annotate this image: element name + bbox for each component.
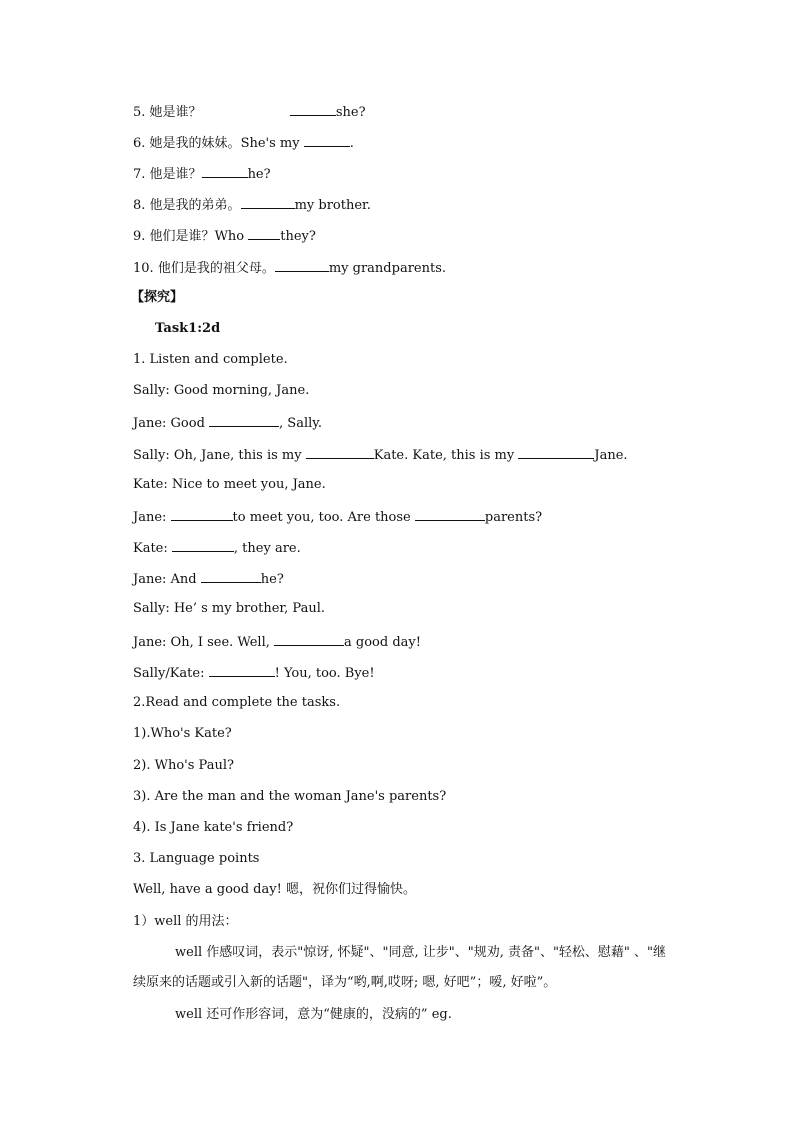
question-number: 10. bbox=[133, 261, 154, 276]
dialogue-line-1: Sally: Good morning, Jane. bbox=[133, 383, 310, 398]
answer-blank[interactable] bbox=[241, 195, 295, 209]
question-english-end: they? bbox=[280, 229, 316, 244]
answer-blank[interactable] bbox=[172, 538, 234, 552]
section-heading: 【探究】 bbox=[131, 290, 184, 305]
task-title: Task1:2d bbox=[155, 321, 221, 336]
dialogue-line-2: Jane: Good , Sally. bbox=[133, 413, 322, 433]
dialogue-line-6: Kate: , they are. bbox=[133, 538, 301, 558]
question-chinese: 他是谁？ bbox=[149, 167, 202, 182]
dialogue-line-8: Sally: He’ s my brother, Paul. bbox=[133, 601, 326, 616]
answer-blank[interactable] bbox=[275, 258, 329, 272]
answer-blank[interactable] bbox=[209, 413, 279, 427]
question-english-end: . bbox=[349, 136, 354, 151]
answer-blank[interactable] bbox=[306, 445, 374, 459]
well-heading: 1）well 的用法： bbox=[133, 914, 238, 929]
dialogue-line-5: Jane: to meet you, too. Are those parents? bbox=[133, 507, 542, 527]
question-7 bbox=[133, 164, 271, 184]
read-question-4: 4). Is Jane kate's friend? bbox=[133, 820, 294, 835]
dialogue-line-10: Sally/Kate: ! You, too. Bye! bbox=[133, 663, 375, 683]
read-question-1: 1).Who's Kate? bbox=[133, 726, 232, 741]
answer-blank[interactable] bbox=[209, 663, 275, 677]
question-number: 6. bbox=[133, 136, 146, 151]
answer-blank[interactable] bbox=[201, 569, 261, 583]
dialogue-line-7: Jane: And he? bbox=[133, 569, 284, 589]
question-chinese: 他是我的弟弟。 bbox=[149, 198, 241, 213]
read-title: 2.Read and complete the tasks. bbox=[133, 695, 341, 710]
question-6 bbox=[133, 133, 354, 153]
question-5 bbox=[133, 102, 366, 122]
answer-blank[interactable] bbox=[274, 632, 344, 646]
listen-title: 1. Listen and complete. bbox=[133, 352, 288, 367]
question-chinese: 她是谁？ bbox=[149, 105, 202, 120]
answer-blank[interactable] bbox=[304, 133, 350, 147]
question-chinese: 她是我的妹妹。 bbox=[149, 136, 241, 151]
question-english: he? bbox=[247, 167, 271, 182]
question-chinese: 他们是谁？ bbox=[149, 229, 215, 244]
answer-blank[interactable] bbox=[290, 102, 336, 116]
language-example: Well, have a good day! 嗯，祝你们过得愉快。 bbox=[133, 882, 416, 897]
question-9 bbox=[133, 226, 316, 246]
question-english: my brother. bbox=[294, 198, 371, 213]
question-english: my grandparents. bbox=[328, 261, 447, 276]
question-10 bbox=[133, 258, 446, 278]
question-number: 8. bbox=[133, 198, 146, 213]
question-english: she? bbox=[335, 105, 366, 120]
question-english: She's my bbox=[240, 136, 304, 151]
well-paragraph-2: well 还可作形容词，意为“健康的，没病的” eg. bbox=[175, 1007, 452, 1022]
dialogue-line-3: Sally: Oh, Jane, this is my Kate. Kate, this is my Jane. bbox=[133, 445, 628, 465]
question-chinese: 他们是我的祖父母。 bbox=[157, 261, 275, 276]
dialogue-line-4: Kate: Nice to meet you, Jane. bbox=[133, 477, 326, 492]
answer-blank[interactable] bbox=[171, 507, 233, 521]
answer-blank[interactable] bbox=[518, 445, 594, 459]
question-number: 7. bbox=[133, 167, 146, 182]
answer-blank[interactable] bbox=[202, 164, 248, 178]
answer-blank[interactable] bbox=[248, 226, 280, 240]
question-number: 5. bbox=[133, 105, 146, 120]
well-paragraph-1: well 作感叹词，表示"惊讶, 怀疑"、"同意, 让步"、"规劝, 责备"、"轻松、慰藉" 、"继续原来的话题或引入新的话题"，译为“哟,啊,哎呀; 嗯, 好吧”；嗳, 好啦”。 bbox=[133, 945, 667, 990]
dialogue-line-9: Jane: Oh, I see. Well, a good day! bbox=[133, 632, 421, 652]
read-question-3: 3). Are the man and the woman Jane's parents? bbox=[133, 789, 447, 804]
question-number: 9. bbox=[133, 229, 146, 244]
language-points-title: 3. Language points bbox=[133, 851, 260, 866]
question-english: Who bbox=[214, 229, 249, 244]
answer-blank[interactable] bbox=[415, 507, 485, 521]
question-8 bbox=[133, 195, 371, 215]
read-question-2: 2). Who's Paul? bbox=[133, 758, 234, 773]
